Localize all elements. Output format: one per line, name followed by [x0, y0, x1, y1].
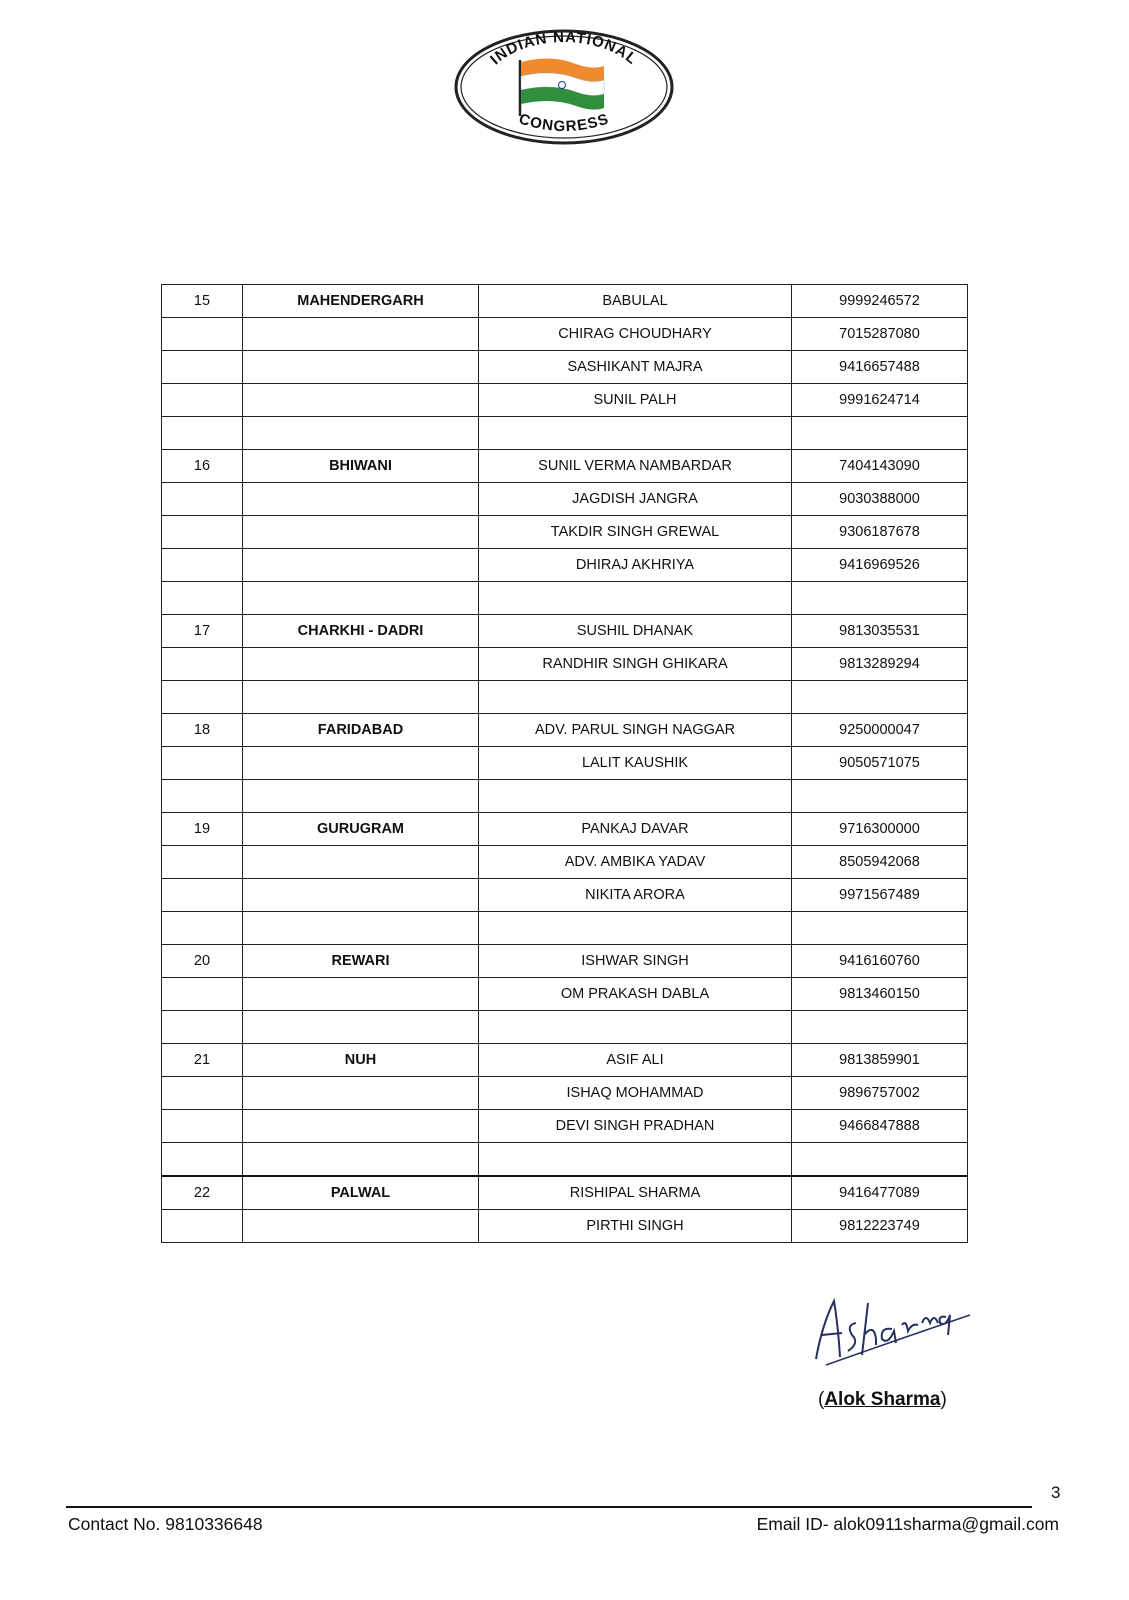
table-row	[162, 516, 968, 549]
table-row	[162, 417, 968, 450]
phone-number-cell: 9991624714	[792, 384, 968, 417]
phone-number-cell	[792, 780, 968, 813]
district-cell: NUH	[243, 1044, 479, 1077]
close-paren: )	[940, 1389, 947, 1410]
table-row	[162, 714, 968, 747]
table-row	[162, 483, 968, 516]
serial-number-cell	[162, 483, 243, 516]
table-row	[162, 648, 968, 681]
phone-number-cell: 9813289294	[792, 648, 968, 681]
signatory-name	[818, 1389, 947, 1411]
serial-number-cell: 19	[162, 813, 243, 846]
member-name-cell: TAKDIR SINGH GREWAL	[479, 516, 792, 549]
member-name-cell	[479, 681, 792, 714]
member-name-cell: SASHIKANT MAJRA	[479, 351, 792, 384]
district-cell: PALWAL	[243, 1176, 479, 1210]
table-row	[162, 879, 968, 912]
district-cell	[243, 549, 479, 582]
table-row	[162, 846, 968, 879]
district-cell	[243, 582, 479, 615]
serial-number-cell	[162, 747, 243, 780]
serial-number-cell	[162, 681, 243, 714]
svg-text:CONGRESS	[517, 110, 611, 135]
district-cell	[243, 351, 479, 384]
member-name-cell: ISHAQ MOHAMMAD	[479, 1077, 792, 1110]
member-name-cell: PANKAJ DAVAR	[479, 813, 792, 846]
phone-number-cell: 9030388000	[792, 483, 968, 516]
serial-number-cell	[162, 417, 243, 450]
phone-number-cell: 9813035531	[792, 615, 968, 648]
phone-number-cell: 9050571075	[792, 747, 968, 780]
table-row	[162, 681, 968, 714]
table-row	[162, 1077, 968, 1110]
table-row	[162, 747, 968, 780]
phone-number-cell: 9306187678	[792, 516, 968, 549]
serial-number-cell	[162, 879, 243, 912]
member-name-cell: DHIRAJ AKHRIYA	[479, 549, 792, 582]
member-name-cell: SUNIL PALH	[479, 384, 792, 417]
phone-number-cell: 7404143090	[792, 450, 968, 483]
phone-number-cell: 9416657488	[792, 351, 968, 384]
member-name-cell: ADV. PARUL SINGH NAGGAR	[479, 714, 792, 747]
district-cell: MAHENDERGARH	[243, 285, 479, 318]
serial-number-cell: 17	[162, 615, 243, 648]
table-row	[162, 549, 968, 582]
serial-number-cell	[162, 846, 243, 879]
phone-number-cell: 9416160760	[792, 945, 968, 978]
member-name-cell: SUSHIL DHANAK	[479, 615, 792, 648]
serial-number-cell	[162, 1110, 243, 1143]
phone-number-cell: 9416477089	[792, 1176, 968, 1210]
district-cell	[243, 1143, 479, 1177]
district-cell: CHARKHI - DADRI	[243, 615, 479, 648]
contact-number: Contact No. 9810336648	[68, 1514, 263, 1534]
district-cell	[243, 1077, 479, 1110]
district-cell	[243, 912, 479, 945]
flag-icon	[520, 58, 604, 116]
phone-number-cell: 9812223749	[792, 1210, 968, 1243]
member-name-cell: RISHIPAL SHARMA	[479, 1176, 792, 1210]
table-row	[162, 813, 968, 846]
district-cell	[243, 417, 479, 450]
phone-number-cell	[792, 582, 968, 615]
phone-number-cell: 9416969526	[792, 549, 968, 582]
district-cell	[243, 318, 479, 351]
phone-number-cell: 8505942068	[792, 846, 968, 879]
district-cell: REWARI	[243, 945, 479, 978]
table-row	[162, 318, 968, 351]
member-name-cell: BABULAL	[479, 285, 792, 318]
member-name-cell: DEVI SINGH PRADHAN	[479, 1110, 792, 1143]
serial-number-cell	[162, 318, 243, 351]
district-cell	[243, 846, 479, 879]
open-paren: (	[818, 1389, 825, 1410]
serial-number-cell	[162, 549, 243, 582]
table-row	[162, 912, 968, 945]
phone-number-cell	[792, 681, 968, 714]
table-row	[162, 1143, 968, 1177]
district-cell	[243, 978, 479, 1011]
district-cell	[243, 780, 479, 813]
member-name-cell: RANDHIR SINGH GHIKARA	[479, 648, 792, 681]
member-name-cell	[479, 912, 792, 945]
member-name-cell: CHIRAG CHOUDHARY	[479, 318, 792, 351]
district-roster-table	[161, 284, 968, 1243]
signatory-name-text: Alok Sharma	[824, 1389, 941, 1410]
phone-number-cell: 9716300000	[792, 813, 968, 846]
member-name-cell: PIRTHI SINGH	[479, 1210, 792, 1243]
serial-number-cell: 16	[162, 450, 243, 483]
district-cell	[243, 879, 479, 912]
serial-number-cell: 22	[162, 1176, 243, 1210]
serial-number-cell: 15	[162, 285, 243, 318]
table-row	[162, 978, 968, 1011]
serial-number-cell	[162, 1143, 243, 1177]
member-name-cell: SUNIL VERMA NAMBARDAR	[479, 450, 792, 483]
serial-number-cell	[162, 648, 243, 681]
phone-number-cell: 9971567489	[792, 879, 968, 912]
serial-number-cell: 21	[162, 1044, 243, 1077]
table-row	[162, 615, 968, 648]
serial-number-cell	[162, 1077, 243, 1110]
handwritten-signature	[808, 1295, 973, 1375]
phone-number-cell: 9813859901	[792, 1044, 968, 1077]
table-row	[162, 780, 968, 813]
member-name-cell	[479, 1011, 792, 1044]
table-row	[162, 1176, 968, 1210]
table-row	[162, 285, 968, 318]
member-name-cell	[479, 582, 792, 615]
table-row	[162, 582, 968, 615]
district-cell: FARIDABAD	[243, 714, 479, 747]
district-cell	[243, 747, 479, 780]
logo-text-bottom: CONGRESS	[516, 110, 612, 136]
serial-number-cell	[162, 582, 243, 615]
district-cell	[243, 648, 479, 681]
table-row	[162, 1110, 968, 1143]
phone-number-cell: 9250000047	[792, 714, 968, 747]
serial-number-cell	[162, 780, 243, 813]
serial-number-cell	[162, 384, 243, 417]
member-name-cell: ASIF ALI	[479, 1044, 792, 1077]
email-address: Email ID- alok0911sharma@gmail.com	[756, 1514, 1059, 1534]
table-row	[162, 1044, 968, 1077]
phone-number-cell: 7015287080	[792, 318, 968, 351]
member-name-cell: NIKITA ARORA	[479, 879, 792, 912]
district-cell	[243, 1011, 479, 1044]
district-cell	[243, 384, 479, 417]
logo-text-top: INDIAN NATIONAL	[487, 28, 641, 69]
serial-number-cell: 20	[162, 945, 243, 978]
district-cell: GURUGRAM	[243, 813, 479, 846]
member-name-cell: ISHWAR SINGH	[479, 945, 792, 978]
member-name-cell	[479, 1143, 792, 1177]
table-row	[162, 1210, 968, 1243]
district-cell: BHIWANI	[243, 450, 479, 483]
table-row	[162, 1011, 968, 1044]
serial-number-cell: 18	[162, 714, 243, 747]
district-cell	[243, 1110, 479, 1143]
phone-number-cell: 9999246572	[792, 285, 968, 318]
district-cell	[243, 1210, 479, 1243]
serial-number-cell	[162, 351, 243, 384]
page-number: 3	[1051, 1483, 1061, 1502]
phone-number-cell	[792, 1011, 968, 1044]
table-row	[162, 384, 968, 417]
phone-number-cell	[792, 1143, 968, 1177]
serial-number-cell	[162, 516, 243, 549]
phone-number-cell	[792, 417, 968, 450]
serial-number-cell	[162, 978, 243, 1011]
member-name-cell: JAGDISH JANGRA	[479, 483, 792, 516]
table-row	[162, 351, 968, 384]
serial-number-cell	[162, 1011, 243, 1044]
phone-number-cell: 9896757002	[792, 1077, 968, 1110]
district-cell	[243, 681, 479, 714]
phone-number-cell: 9466847888	[792, 1110, 968, 1143]
table-row	[162, 450, 968, 483]
district-cell	[243, 483, 479, 516]
table-row	[162, 945, 968, 978]
serial-number-cell	[162, 912, 243, 945]
footer-divider	[66, 1506, 1032, 1508]
serial-number-cell	[162, 1210, 243, 1243]
member-name-cell	[479, 780, 792, 813]
member-name-cell: LALIT KAUSHIK	[479, 747, 792, 780]
congress-logo	[452, 28, 676, 146]
member-name-cell: OM PRAKASH DABLA	[479, 978, 792, 1011]
member-name-cell	[479, 417, 792, 450]
member-name-cell: ADV. AMBIKA YADAV	[479, 846, 792, 879]
phone-number-cell: 9813460150	[792, 978, 968, 1011]
phone-number-cell	[792, 912, 968, 945]
district-cell	[243, 516, 479, 549]
